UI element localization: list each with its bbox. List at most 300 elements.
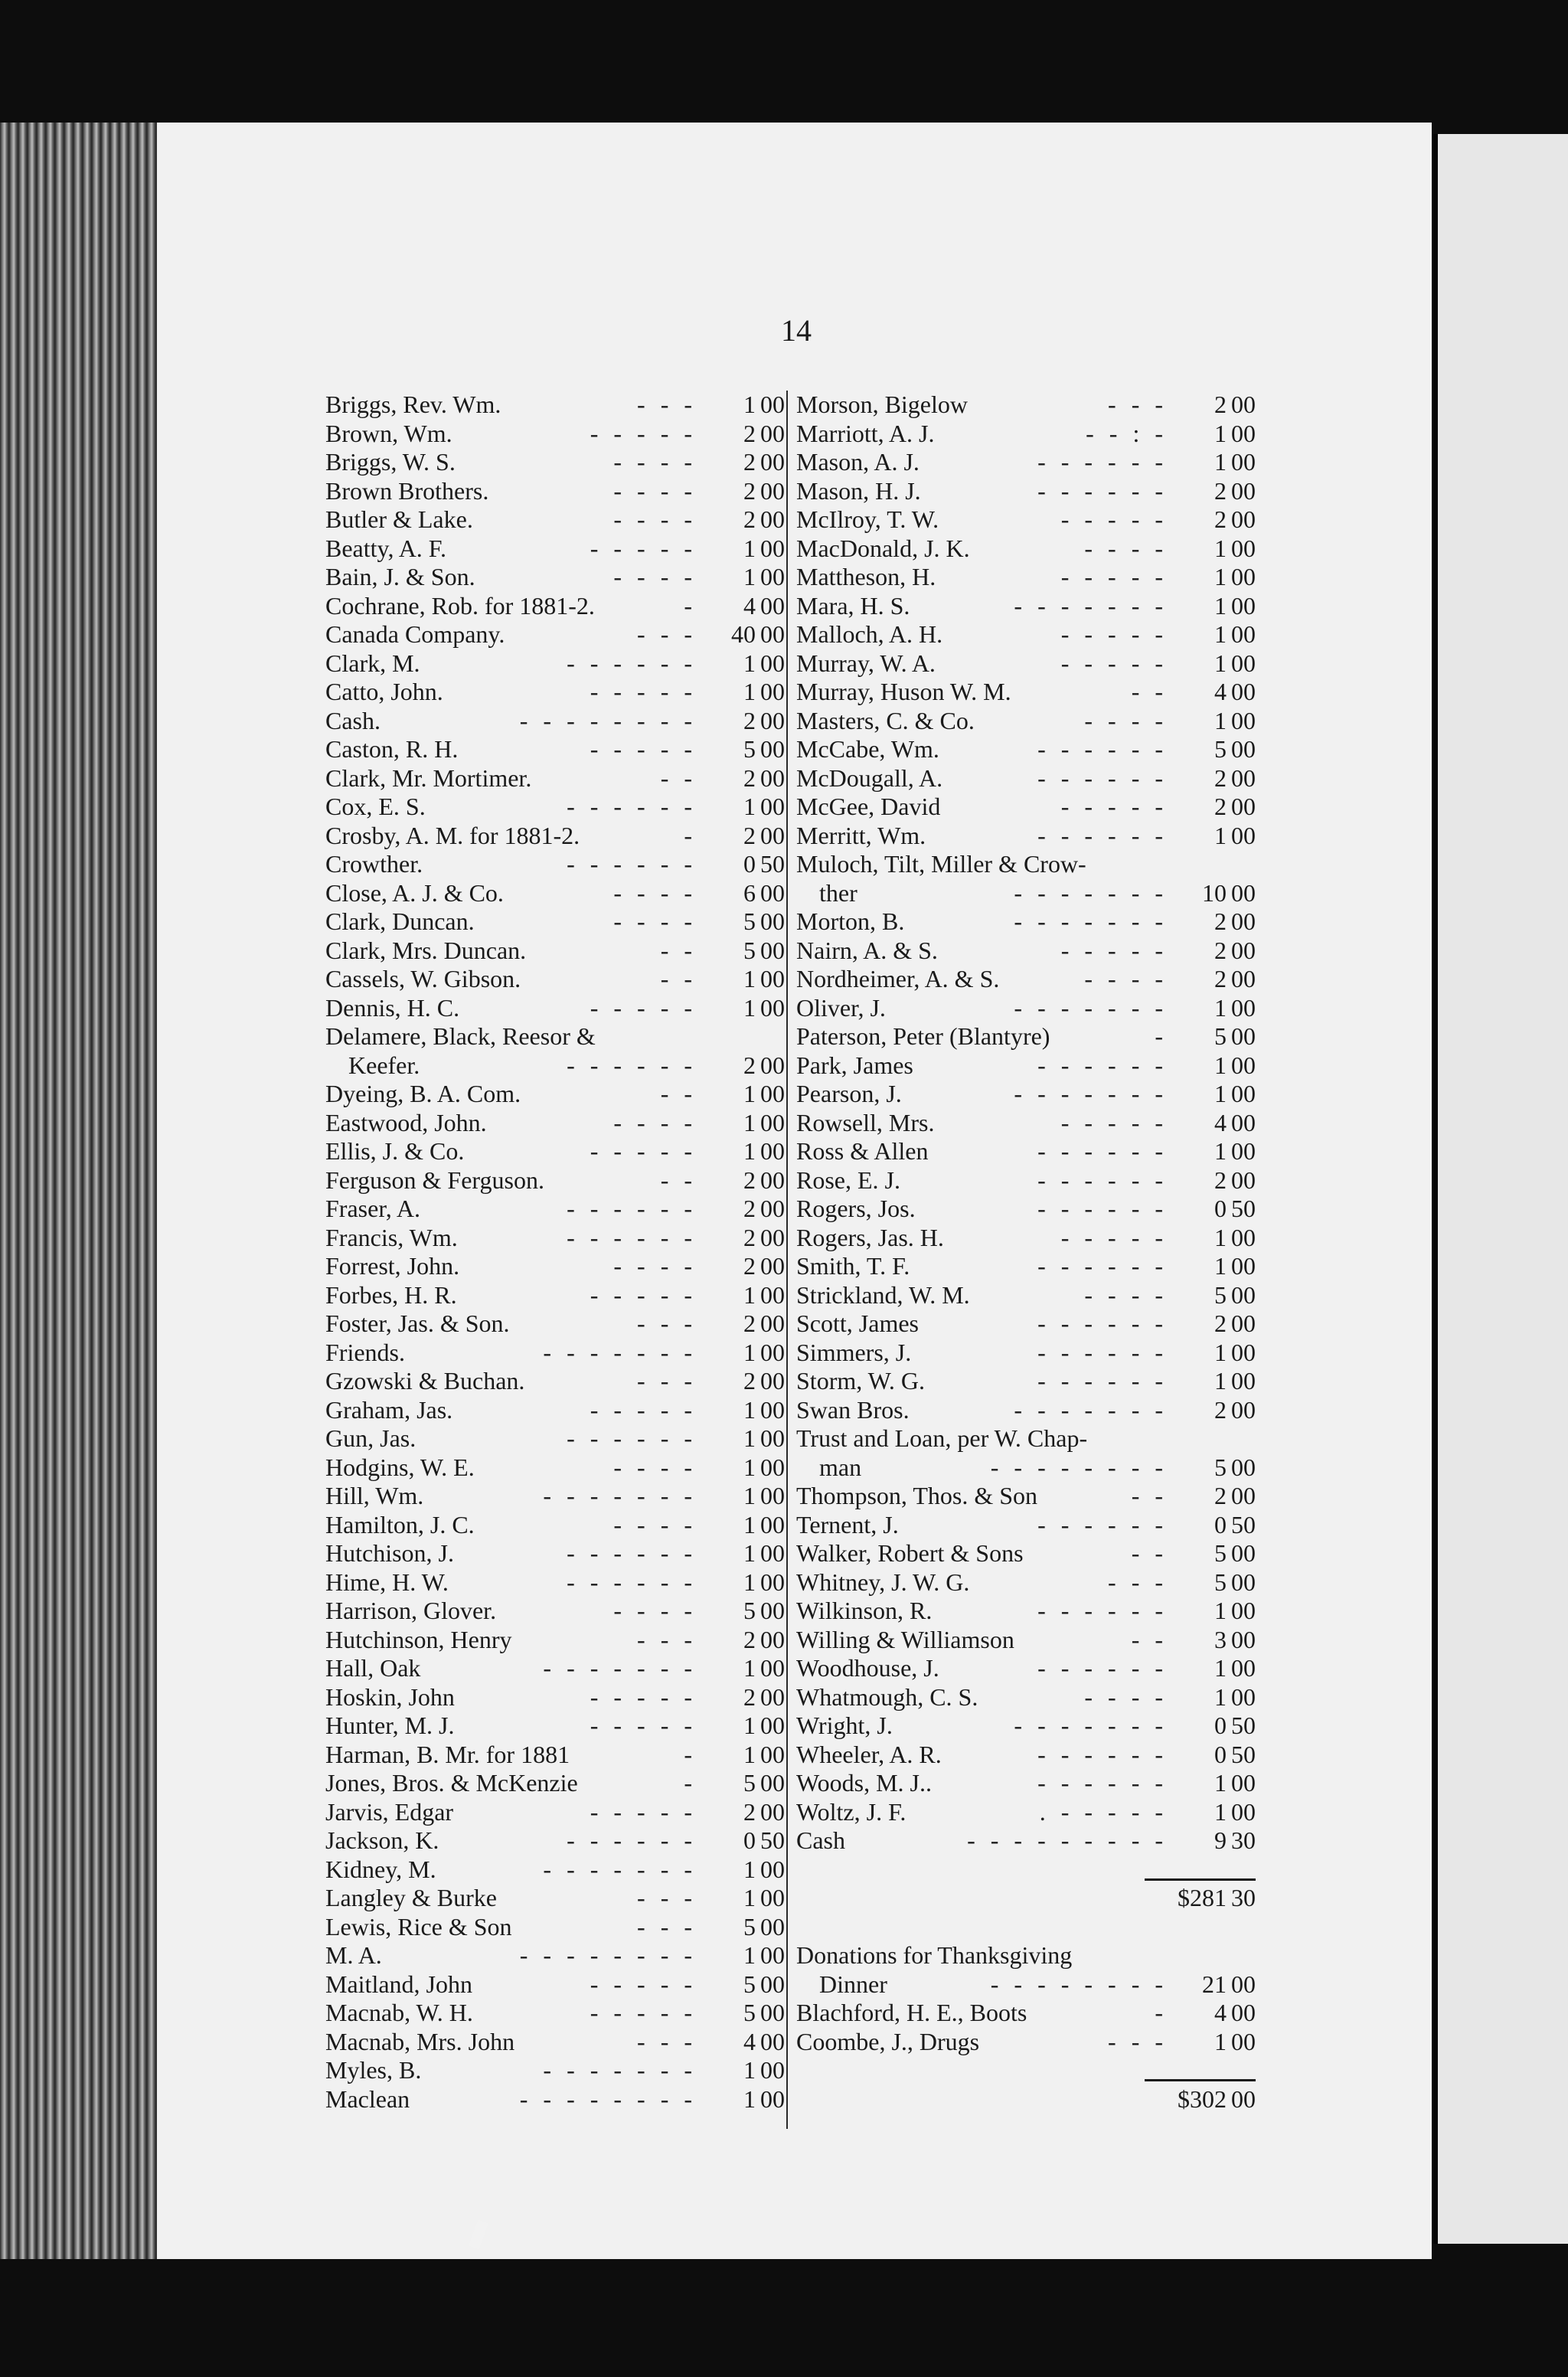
amount-dollars: 2 [743, 419, 756, 447]
leader-dots: - - - - - - [1037, 821, 1168, 849]
leader-dots: - - - - - - [1037, 763, 1168, 792]
leader-dots: - - - - [613, 505, 697, 533]
entry-name: Oliver, J. [796, 993, 886, 1022]
amount-dollars: 5 [1214, 1568, 1227, 1596]
book-edge [0, 123, 157, 2259]
amount-dollars: 5 [1214, 1539, 1227, 1567]
leader-dots: - - - [637, 1884, 697, 1911]
amount-cents: 00 [1231, 1367, 1256, 1394]
amount-cents: 00 [760, 965, 785, 992]
amount-cents: 00 [760, 448, 785, 476]
leader-dots: - - - - [613, 1453, 697, 1481]
entry-name: Myles, B. [325, 2056, 422, 2084]
amount-cents: 00 [760, 1769, 785, 1797]
entry-name: Butler & Lake. [325, 505, 473, 533]
amount-dollars: 5 [743, 1769, 756, 1797]
amount-dollars: 2 [1214, 476, 1227, 505]
leader-dots: - - - - - - [1037, 1309, 1168, 1337]
amount-dollars: 5 [743, 1999, 756, 2026]
entry-name: Hunter, M. J. [325, 1712, 455, 1739]
amount-cents: 00 [760, 1108, 785, 1136]
ledger-row [325, 937, 785, 966]
entry-name: Thompson, Thos. & Son [796, 1482, 1037, 1509]
ledger-row [325, 1769, 785, 1798]
amount-dollars: 1 [1214, 1797, 1227, 1826]
grand-total-row [796, 2085, 1256, 2114]
amount-dollars: 1 [743, 793, 756, 820]
amount-cents: 00 [760, 419, 785, 447]
amount-cents: 00 [1231, 1080, 1256, 1107]
ledger-row [325, 1396, 785, 1425]
entry-name: Whatmough, C. S. [796, 1682, 978, 1711]
amount-dollars: 2 [743, 1797, 756, 1826]
leader-dots: - - [1131, 678, 1168, 705]
ledger-row [325, 1109, 785, 1138]
ledger-row [325, 1281, 785, 1310]
amount-cents: 00 [760, 1424, 785, 1452]
ledger-row [796, 1798, 1256, 1827]
amount-cents: 00 [760, 1539, 785, 1567]
amount-dollars: 1 [1214, 1597, 1227, 1624]
ledger-row [325, 649, 785, 678]
amount-cents: 00 [760, 1166, 785, 1194]
entry-name: Trust and Loan, per W. Chap- [796, 1424, 1088, 1452]
amount-dollars: 1 [743, 1137, 756, 1165]
amount-cents: 00 [1231, 1051, 1256, 1079]
amount-dollars: 1 [743, 993, 756, 1022]
entry-name: Brown Brothers. [325, 476, 489, 505]
entry-name: Hutchison, J. [325, 1539, 454, 1567]
ledger-row [796, 420, 1256, 449]
entry-name: Merritt, Wm. [796, 821, 926, 849]
amount-dollars: 1 [1214, 534, 1227, 562]
amount-dollars: 2 [1214, 763, 1227, 792]
leader-dots: - - - - - - [567, 1568, 697, 1596]
amount-cents: 00 [760, 1137, 785, 1165]
amount-dollars: 2 [743, 1367, 756, 1394]
ledger-row [325, 1884, 785, 1913]
entry-name: Nairn, A. & S. [796, 936, 938, 964]
amount-dollars: 1 [743, 649, 756, 677]
leader-dots: - - - - - [590, 1395, 697, 1424]
amount-dollars: 5 [743, 1912, 756, 1941]
amount-dollars: 2 [1214, 1166, 1227, 1194]
amount-dollars: 0 [1214, 1712, 1227, 1739]
ledger-row [796, 448, 1256, 477]
ledger-row [325, 535, 785, 564]
amount-dollars: 1 [1214, 1223, 1227, 1251]
entry-name: Ross & Allen [796, 1137, 929, 1165]
leader-dots: - - - - - - - - [519, 1941, 697, 1969]
amount-cents: 00 [760, 534, 785, 562]
ledger-row [325, 1539, 785, 1568]
amount-dollars: 2 [1214, 391, 1227, 418]
leader-dots: - - - - - - [567, 1195, 697, 1222]
ledger-row [325, 1080, 785, 1109]
ledger-row [325, 1453, 785, 1483]
amount-dollars: 1 [1214, 1769, 1227, 1797]
amount-cents: 50 [760, 850, 785, 878]
leader-dots: - - - - - - - - [519, 2084, 697, 2113]
leader-dots: - - - - [613, 448, 697, 476]
ledger-row [325, 1252, 785, 1281]
amount-cents: 00 [1231, 649, 1256, 677]
leader-dots: - - : - [1086, 419, 1168, 447]
entry-name: Clark, Duncan. [325, 907, 475, 935]
amount-dollars: 2 [743, 448, 756, 476]
entry-name: Hutchinson, Henry [325, 1625, 512, 1653]
amount-cents: 00 [1231, 1654, 1256, 1682]
ledger-row [796, 1309, 1256, 1339]
ledger-row [796, 907, 1256, 937]
entry-name: man [819, 1453, 862, 1481]
right-column [796, 391, 1256, 2114]
amount-cents: 00 [1231, 678, 1256, 705]
amount-cents: 00 [760, 1051, 785, 1079]
leader-dots: - - - - - - - [543, 1482, 697, 1509]
amount-cents: 00 [760, 1941, 785, 1969]
entry-name: Crosby, A. M. for 1881-2. [325, 821, 580, 849]
amount-dollars: 1 [1214, 591, 1227, 620]
amount-cents: 00 [760, 735, 785, 763]
amount-dollars: 1 [743, 1453, 756, 1481]
amount-dollars: 2 [743, 1166, 756, 1194]
amount-dollars: 9 [1214, 1826, 1227, 1854]
amount-cents: 00 [1231, 476, 1256, 505]
amount-dollars: 1 [1214, 821, 1227, 849]
leader-dots: - - - - - - - - - [967, 1826, 1168, 1854]
ledger-row [325, 1913, 785, 1942]
entry-name: Muloch, Tilt, Miller & Crow- [796, 850, 1086, 878]
amount-cents: 00 [760, 1970, 785, 1998]
amount-cents: 00 [1231, 391, 1256, 418]
entry-name: Beatty, A. F. [325, 534, 447, 562]
amount-cents: 00 [1231, 1022, 1256, 1050]
leader-dots: - - - - - [1060, 505, 1168, 533]
entry-name: Macnab, Mrs. John [325, 2027, 515, 2055]
amount-cents: 50 [760, 1826, 785, 1854]
subtotal-rule [796, 1855, 1256, 1885]
amount-cents: 00 [760, 649, 785, 677]
amount-cents: 00 [1231, 763, 1256, 792]
entry-name: Storm, W. G. [796, 1367, 926, 1394]
ledger-row [325, 793, 785, 822]
amount-dollars: 2 [743, 476, 756, 505]
amount-cents: 00 [1231, 706, 1256, 734]
amount-dollars: 0 [743, 1826, 756, 1854]
amount-cents: 00 [1231, 1625, 1256, 1653]
entry-name: McDougall, A. [796, 763, 943, 792]
leader-dots: - - - - - [590, 1280, 697, 1309]
entry-name: Masters, C. & Co. [796, 706, 975, 734]
amount-cents: 00 [1231, 735, 1256, 763]
entry-name: Bain, J. & Son. [325, 563, 475, 590]
entry-name: Jackson, K. [325, 1826, 439, 1854]
amount-cents: 00 [1231, 965, 1256, 992]
amount-cents: 00 [1231, 1395, 1256, 1424]
leader-dots: - - [660, 1080, 697, 1107]
entry-name: Blachford, H. E., Boots [796, 1999, 1027, 2026]
leader-dots: - - - - [1084, 1682, 1168, 1711]
amount-dollars: 1 [743, 534, 756, 562]
ledger-row [796, 1137, 1256, 1166]
amount-dollars: 5 [1214, 1022, 1227, 1050]
leader-dots: - - - - [613, 1108, 697, 1136]
leader-dots: - [684, 821, 697, 849]
ledger-row [796, 1741, 1256, 1770]
leader-dots: - - - [637, 391, 697, 418]
entry-name: Caston, R. H. [325, 735, 459, 763]
leader-dots: - - - [637, 2027, 697, 2055]
ledger-row [796, 1712, 1256, 1741]
leader-dots: - - - - - - [567, 850, 697, 878]
entry-name: Delamere, Black, Reesor & [325, 1022, 596, 1050]
amount-cents: 00 [760, 1195, 785, 1222]
leader-dots: - - - - - [590, 534, 697, 562]
amount-dollars: 1 [1214, 419, 1227, 447]
leader-dots: - - - - - - - - [519, 706, 697, 734]
entry-name: Whitney, J. W. G. [796, 1568, 970, 1596]
leader-dots: - - - - [613, 563, 697, 590]
ledger-row [325, 1051, 785, 1081]
amount-cents: 00 [1231, 2027, 1256, 2055]
leader-dots: - - - - - [590, 1797, 697, 1826]
ledger-row [325, 1482, 785, 1511]
amount-cents: 00 [1231, 1769, 1256, 1797]
amount-cents: 00 [1231, 793, 1256, 820]
amount-cents: 00 [1231, 878, 1256, 907]
entry-name: McIlroy, T. W. [796, 505, 939, 533]
ledger-row [325, 420, 785, 449]
amount-cents: 00 [760, 1280, 785, 1309]
amount-cents: 00 [1231, 591, 1256, 620]
leader-dots: - - [660, 965, 697, 992]
ledger-row [796, 1511, 1256, 1540]
leader-dots: - - - - - [590, 678, 697, 705]
amount-dollars: 2 [743, 763, 756, 792]
ledger-row [796, 937, 1256, 966]
ledger-row [796, 1568, 1256, 1597]
amount-dollars: 1 [1214, 448, 1227, 476]
amount-dollars: 2 [1214, 505, 1227, 533]
entry-name: Jarvis, Edgar [325, 1797, 454, 1826]
ledger-row [325, 563, 785, 592]
entry-name: Rogers, Jos. [796, 1195, 916, 1222]
amount-dollars: 1 [743, 1884, 756, 1911]
amount-dollars: 1 [743, 1539, 756, 1567]
amount-dollars: 1 [743, 2084, 756, 2113]
ledger-row [796, 707, 1256, 736]
ledger-row [325, 505, 785, 535]
leader-dots: - - - - - [1060, 793, 1168, 820]
amount-cents: 00 [1231, 936, 1256, 964]
entry-name: Ferguson & Ferguson. [325, 1166, 544, 1194]
leader-dots: - - [1131, 1482, 1168, 1509]
ledger-row [796, 1252, 1256, 1281]
entry-name: Crowther. [325, 850, 423, 878]
amount-dollars: 1 [1214, 1367, 1227, 1394]
ledger-row [796, 1195, 1256, 1224]
amount-cents: 00 [760, 1682, 785, 1711]
subtotal-dollars: $281 [1178, 1884, 1227, 1911]
leader-dots: - - - - - - - [1014, 1080, 1168, 1107]
ledger-row [325, 1339, 785, 1368]
amount-cents: 00 [760, 1625, 785, 1653]
amount-dollars: 2 [743, 821, 756, 849]
amount-dollars: 4 [743, 591, 756, 620]
ledger-row [325, 1654, 785, 1683]
amount-dollars: 1 [743, 1941, 756, 1969]
amount-cents: 00 [1231, 1223, 1256, 1251]
amount-dollars: 2 [1214, 1395, 1227, 1424]
entry-name: Graham, Jas. [325, 1395, 453, 1424]
leader-dots: - - - - [613, 1597, 697, 1624]
entry-name: Forbes, H. R. [325, 1280, 457, 1309]
amount-cents: 00 [1231, 1797, 1256, 1826]
leader-dots: - - - - [613, 1510, 697, 1538]
amount-cents: 00 [1231, 1453, 1256, 1481]
entry-name: Cash [796, 1826, 845, 1854]
leader-dots: - - - - - - [1037, 1137, 1168, 1165]
leader-dots: - - - - - - [567, 1539, 697, 1567]
ledger-row [325, 1511, 785, 1540]
entry-name: Morton, B. [796, 907, 905, 935]
leader-dots: - - - - - - [1037, 1051, 1168, 1079]
leader-dots: - - - - [613, 907, 697, 935]
ledger-row [325, 879, 785, 908]
amount-cents: 00 [760, 476, 785, 505]
leader-dots: - - - - - [1060, 649, 1168, 677]
leader-dots: - - - - [1084, 965, 1168, 992]
amount-cents: 00 [1231, 1137, 1256, 1165]
ledger-row [325, 620, 785, 649]
amount-cents: 00 [760, 706, 785, 734]
amount-cents: 00 [1231, 505, 1256, 533]
entry-name: Francis, Wm. [325, 1223, 458, 1251]
entry-name: Mason, H. J. [796, 476, 921, 505]
entry-name: Wright, J. [796, 1712, 893, 1739]
leader-dots: - - - - - [590, 1682, 697, 1711]
right-entries [796, 391, 1256, 1855]
entry-name: Friends. [325, 1338, 405, 1366]
amount-cents: 00 [1231, 1482, 1256, 1509]
amount-cents: 50 [1231, 1510, 1256, 1538]
entry-name: Smith, T. F. [796, 1252, 910, 1280]
amount-dollars: 2 [743, 1223, 756, 1251]
amount-cents: 00 [760, 563, 785, 590]
ledger-row [325, 1309, 785, 1339]
ledger-row [796, 1339, 1256, 1368]
leader-dots: - - - - - - - [543, 1338, 697, 1366]
amount-cents: 00 [1231, 1568, 1256, 1596]
amount-dollars: 1 [1214, 1051, 1227, 1079]
ledger-row [796, 793, 1256, 822]
entry-name: Mara, H. S. [796, 591, 910, 620]
amount-dollars: 1 [1214, 1338, 1227, 1366]
leader-dots: - - - - - - [567, 1424, 697, 1452]
entry-name: Clark, M. [325, 649, 420, 677]
amount-dollars: 1 [1214, 1252, 1227, 1280]
amount-dollars: 1 [743, 1482, 756, 1509]
ledger-row [325, 2085, 785, 2114]
leader-dots: - - [1131, 1625, 1168, 1653]
ledger-row [325, 2028, 785, 2057]
leader-dots: - - - - - - [1037, 1166, 1168, 1194]
ledger-row [325, 448, 785, 477]
entry-name: Cash. [325, 706, 381, 734]
amount-dollars: 1 [743, 1395, 756, 1424]
amount-dollars: 0 [743, 850, 756, 878]
ledger-row [325, 2056, 785, 2085]
ledger-row [325, 1855, 785, 1885]
ledger-row [325, 994, 785, 1023]
leader-dots: - - - - [613, 476, 697, 505]
leader-dots: - - - - - - [1037, 735, 1168, 763]
ledger-row [796, 391, 1256, 420]
amount-dollars: 1 [743, 1855, 756, 1883]
entry-name: Dyeing, B. A. Com. [325, 1080, 521, 1107]
leader-dots: - - - - - - - - [990, 1970, 1168, 1998]
amount-dollars: 1 [1214, 2027, 1227, 2055]
ledger-row [325, 1137, 785, 1166]
amount-dollars: 5 [743, 936, 756, 964]
amount-dollars: 0 [1214, 1740, 1227, 1768]
amount-dollars: 1 [743, 1740, 756, 1768]
ledger-row [325, 1195, 785, 1224]
ledger-row [796, 1396, 1256, 1425]
entry-name: Coombe, J., Drugs [796, 2027, 980, 2055]
amount-dollars: 5 [1214, 1453, 1227, 1481]
grand-total-dollars: $302 [1178, 2084, 1227, 2113]
entry-name: ther [819, 878, 858, 907]
amount-dollars: 6 [743, 878, 756, 907]
leader-dots: - - - - - [590, 1137, 697, 1165]
leader-dots: - - - - - - - [1014, 878, 1168, 907]
amount-cents: 00 [760, 1510, 785, 1538]
amount-dollars: 0 [1214, 1195, 1227, 1222]
leader-dots: - [1155, 1999, 1168, 2026]
entry-name: Marriott, A. J. [796, 419, 935, 447]
entry-name: Mason, A. J. [796, 448, 920, 476]
amount-cents: 00 [760, 993, 785, 1022]
ledger-row [325, 592, 785, 621]
amount-cents: 00 [760, 678, 785, 705]
grand-total-rule [796, 2056, 1256, 2085]
entry-name: Briggs, Rev. Wm. [325, 391, 501, 418]
entry-name: Hodgins, W. E. [325, 1453, 475, 1481]
amount-cents: 00 [1231, 993, 1256, 1022]
amount-dollars: 1 [743, 1080, 756, 1107]
leader-dots: - - - [637, 1912, 697, 1941]
amount-cents: 50 [1231, 1740, 1256, 1768]
entry-name: Harrison, Glover. [325, 1597, 497, 1624]
entry-name: Foster, Jas. & Son. [325, 1309, 510, 1337]
amount-cents: 00 [1231, 563, 1256, 590]
leader-dots: - [684, 1769, 697, 1797]
ledger-row [796, 965, 1256, 994]
ledger-row [325, 1166, 785, 1195]
ledger-row [796, 1941, 1256, 1970]
amount-dollars: 2 [743, 706, 756, 734]
amount-dollars: 5 [743, 1597, 756, 1624]
amount-cents: 00 [1231, 1309, 1256, 1337]
ledger-row [325, 1022, 785, 1051]
amount-cents: 00 [760, 1654, 785, 1682]
entry-name: Eastwood, John. [325, 1108, 487, 1136]
entry-name: Murray, Huson W. M. [796, 678, 1011, 705]
entry-name: Maclean [325, 2084, 410, 2113]
ledger-row [325, 850, 785, 879]
